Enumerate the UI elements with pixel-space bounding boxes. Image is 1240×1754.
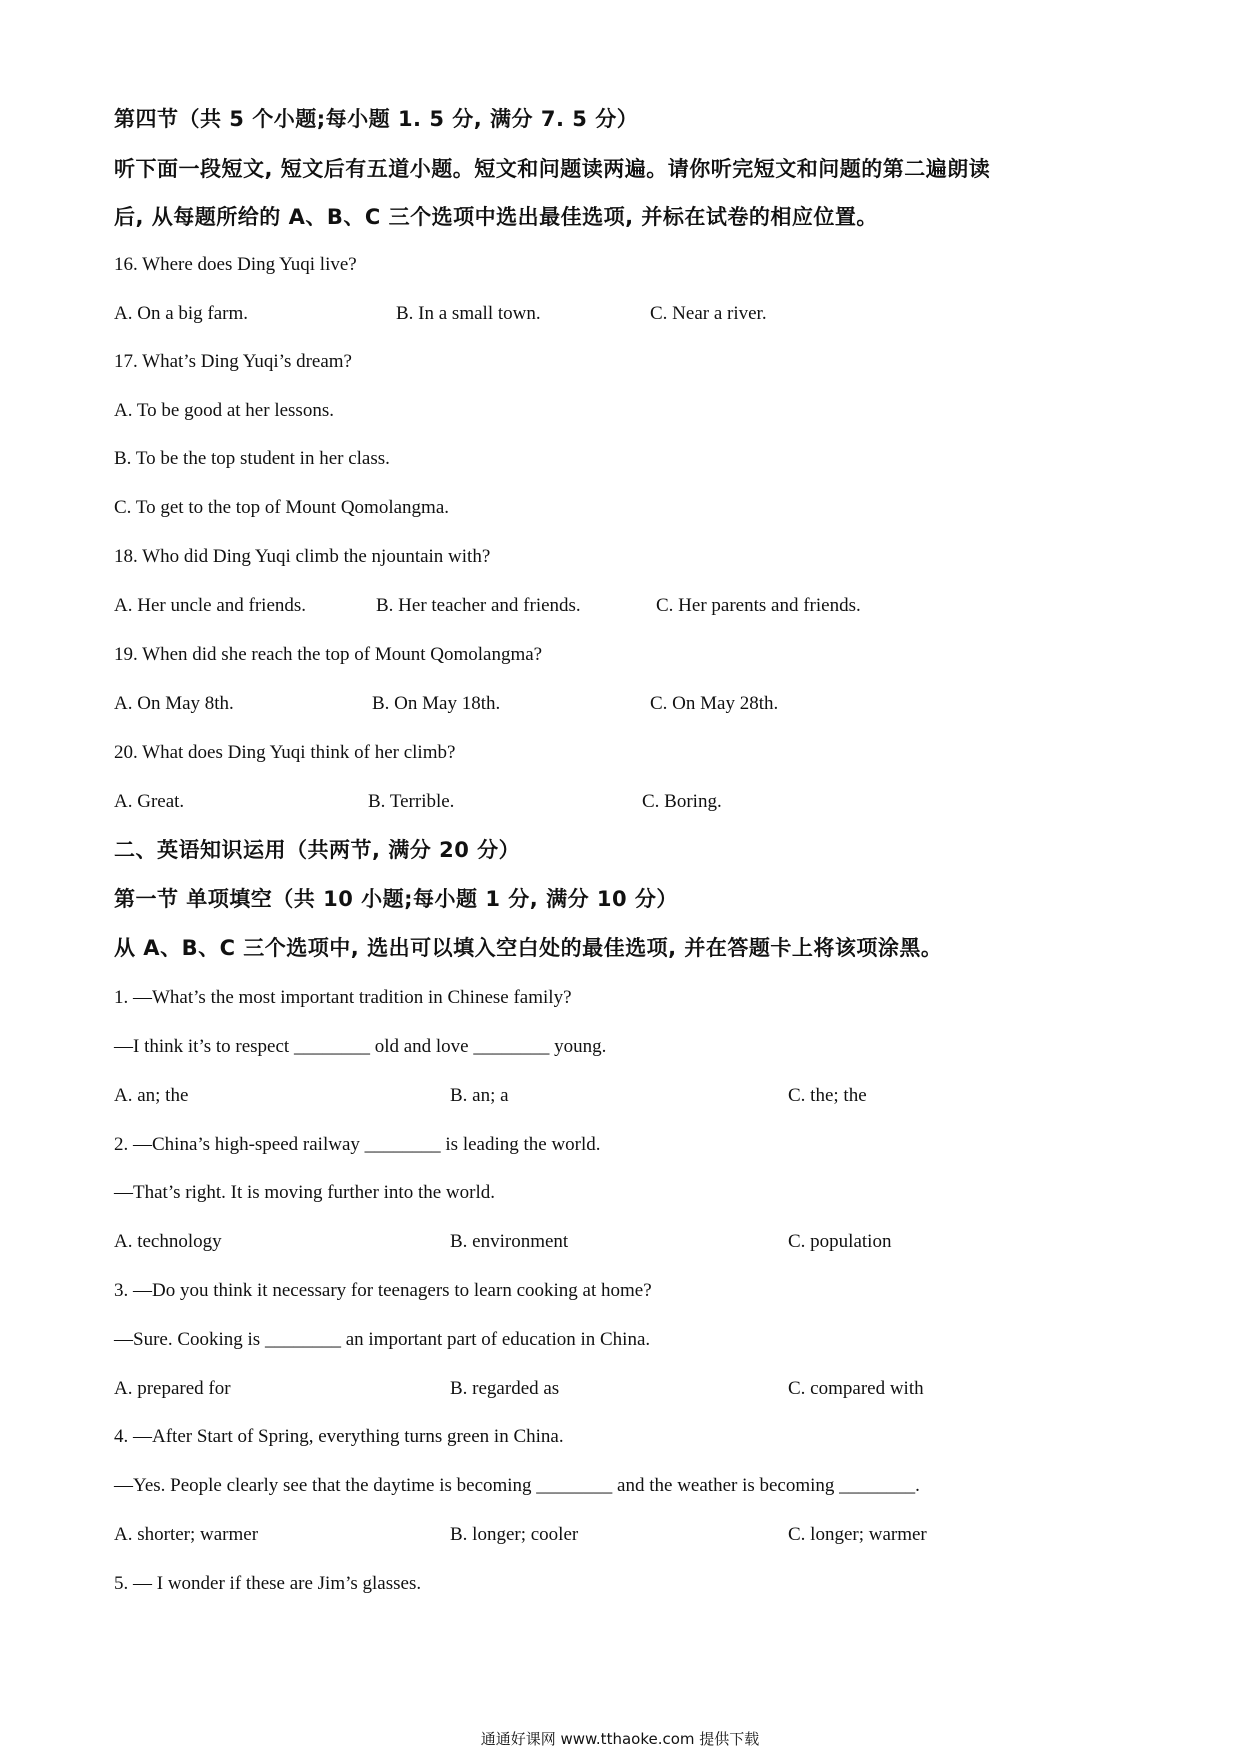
part2-instruction: 从 A、B、C 三个选项中, 选出可以填入空白处的最佳选项, 并在答题卡上将该项涂黑。: [114, 936, 943, 960]
option-c: C. the; the: [788, 1085, 867, 1106]
option-a: A. technology: [114, 1231, 222, 1252]
page-footer: 通通好课网 www.tthaoke.com 提供下载: [480, 1730, 760, 1748]
question-response: —I think it’s to respect ________ old and love ________ young.: [114, 1036, 607, 1057]
option-c: C. Near a river.: [650, 303, 767, 324]
option-a: A. an; the: [114, 1085, 189, 1106]
option-c: C. compared with: [788, 1378, 924, 1399]
part2-subheading: 第一节 单项填空（共 10 小题;每小题 1 分, 满分 10 分）: [114, 887, 678, 911]
question-stem: 4. —After Start of Spring, everything turns green in China.: [114, 1426, 564, 1447]
question-stem: 20. What does Ding Yuqi think of her climb?: [114, 742, 456, 763]
question-response: —Sure. Cooking is ________ an important part of education in China.: [114, 1329, 651, 1350]
section4-heading: 第四节（共 5 个小题;每小题 1. 5 分, 满分 7. 5 分）: [114, 107, 639, 131]
section4-instruction-line1: 听下面一段短文, 短文后有五道小题。短文和问题读两遍。请你听完短文和问题的第二遍朗读: [114, 157, 991, 181]
option-c: C. longer; warmer: [788, 1524, 927, 1545]
option-b: B. longer; cooler: [450, 1524, 579, 1545]
option-a: A. Her uncle and friends.: [114, 595, 307, 616]
option-b: B. Her teacher and friends.: [376, 595, 581, 616]
option-b: B. environment: [450, 1231, 569, 1252]
part2-heading: 二、英语知识运用（共两节, 满分 20 分）: [114, 838, 521, 862]
question-stem: 3. —Do you think it necessary for teenagers to learn cooking at home?: [114, 1280, 652, 1301]
question-response: —Yes. People clearly see that the daytime is becoming ________ and the weather is becoming ________.: [114, 1475, 920, 1496]
option-c: C. Boring.: [642, 791, 722, 812]
option-b: B. an; a: [450, 1085, 509, 1106]
question-stem: 1. —What’s the most important tradition in Chinese family?: [114, 987, 572, 1008]
option-b: B. To be the top student in her class.: [114, 448, 390, 469]
question-stem: 2. —China’s high-speed railway ________ is leading the world.: [114, 1134, 601, 1155]
option-b: B. Terrible.: [368, 791, 455, 812]
option-a: A. prepared for: [114, 1378, 231, 1399]
option-b: B. In a small town.: [396, 303, 541, 324]
option-b: B. On May 18th.: [372, 693, 501, 714]
option-c: C. Her parents and friends.: [656, 595, 861, 616]
option-a: A. shorter; warmer: [114, 1524, 259, 1545]
option-c: C. population: [788, 1231, 892, 1252]
option-b: B. regarded as: [450, 1378, 560, 1399]
question-stem: 18. Who did Ding Yuqi climb the njountain with?: [114, 546, 491, 567]
question-stem: 17. What’s Ding Yuqi’s dream?: [114, 351, 352, 372]
question-stem: 16. Where does Ding Yuqi live?: [114, 254, 357, 275]
option-a: A. Great.: [114, 791, 185, 812]
option-a: A. To be good at her lessons.: [114, 400, 334, 421]
option-a: A. On a big farm.: [114, 303, 249, 324]
question-stem: 5. — I wonder if these are Jim’s glasses.: [114, 1573, 422, 1594]
option-c: C. On May 28th.: [650, 693, 779, 714]
question-response: —That’s right. It is moving further into the world.: [114, 1182, 496, 1203]
option-c: C. To get to the top of Mount Qomolangma.: [114, 497, 450, 518]
section4-instruction-line2: 后, 从每题所给的 A、B、C 三个选项中选出最佳选项, 并标在试卷的相应位置。: [114, 205, 878, 229]
option-a: A. On May 8th.: [114, 693, 234, 714]
question-stem: 19. When did she reach the top of Mount Qomolangma?: [114, 644, 543, 665]
